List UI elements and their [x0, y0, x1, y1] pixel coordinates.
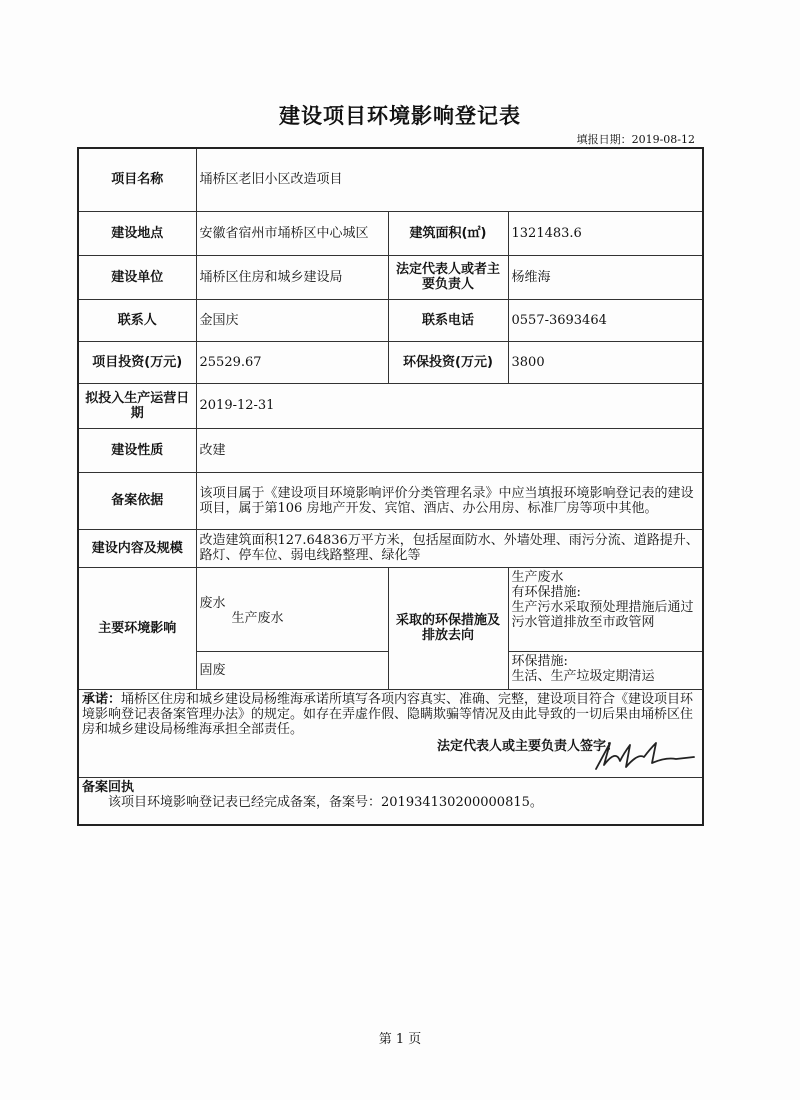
phone-value: 0557-3693464: [508, 299, 703, 341]
start-label: 拟投入生产运营日期: [78, 383, 196, 428]
env-invest-value: 3800: [508, 341, 703, 383]
page-number: 第 1 页: [378, 1032, 422, 1047]
pledge-text: 埇桥区住房和城乡建设局杨维海承诺所填写各项内容真实、准确、完整，建设项目符合《建设项目环境影响登记表备案管理办法》的规定。如存在弄虚作假、隐瞒欺骗等情况及由此导致的一切后果由埇桥区住房和城乡建设局杨维海承担全部责任。: [82, 691, 694, 737]
wastewater-label: 废水: [199, 595, 226, 611]
signature-mark: [590, 739, 700, 773]
location-value: 安徽省宿州市埇桥区中心城区: [196, 211, 388, 255]
row-investment: [78, 341, 703, 383]
basis-value: 该项目属于《建设项目环境影响评价分类管理名录》中应当填报环境影响登记表的建设项目，属于第106 房地产开发、宾馆、酒店、办公用房、标准厂房等项中其他。: [196, 472, 703, 529]
project-name-value: 埇桥区老旧小区改造项目: [196, 148, 703, 211]
wastewater-sub-label: 生产废水: [231, 610, 284, 626]
rep-label: 法定代表人或者主要负责人: [388, 255, 508, 299]
scope-label: 建设内容及规模: [78, 529, 196, 567]
contact-label: 联系人: [78, 299, 196, 341]
unit-label: 建设单位: [78, 255, 196, 299]
solid-waste-label: 固废: [196, 651, 388, 689]
fill-date: 填报日期：2019-08-12: [576, 133, 695, 146]
unit-value: 埇桥区住房和城乡建设局: [196, 255, 388, 299]
wastewater-measure-cell: [508, 567, 703, 651]
page-title: 建设项目环境影响登记表: [279, 104, 521, 128]
contact-value: 金国庆: [196, 299, 388, 341]
rep-value: 杨维海: [508, 255, 703, 299]
registration-form: [77, 147, 704, 826]
row-wastewater: [78, 567, 703, 651]
receipt-text: 该项目环境影响登记表已经完成备案，备案号：201934130200000815。: [108, 794, 543, 810]
area-label: 建筑面积(㎡): [388, 211, 508, 255]
nature-label: 建设性质: [78, 428, 196, 472]
wastewater-measure-3: 生产污水采取预处理措施后通过污水管道排放至市政管网: [511, 599, 694, 630]
invest-value: 25529.67: [196, 341, 388, 383]
env-measures-label: 采取的环保措施及排放去向: [388, 567, 508, 689]
pledge-cell: [78, 689, 703, 777]
signature-label: 法定代表人或主要负责人签字：: [436, 738, 619, 754]
nature-value: 改建: [196, 428, 703, 472]
area-value: 1321483.6: [508, 211, 703, 255]
wastewater-cell: [196, 567, 388, 651]
row-location: [78, 211, 703, 255]
row-contact: [78, 299, 703, 341]
basis-label: 备案依据: [78, 472, 196, 529]
row-receipt: [78, 777, 703, 825]
project-name-label: 项目名称: [78, 148, 196, 211]
solid-measure-2: 生活、生产垃圾定期清运: [511, 668, 655, 684]
row-pledge: [78, 689, 703, 777]
pledge-head: 承诺：: [82, 691, 122, 707]
scope-value: 改造建筑面积127.64836万平方米，包括屋面防水、外墙处理、雨污分流、道路提升、路灯、停车位、弱电线路整理、绿化等: [196, 529, 703, 567]
row-start-date: [78, 383, 703, 428]
row-project-name: [78, 148, 703, 211]
row-nature: [78, 428, 703, 472]
invest-label: 项目投资(万元): [78, 341, 196, 383]
row-basis: [78, 472, 703, 529]
start-value: 2019-12-31: [196, 383, 703, 428]
solid-measure-cell: [508, 651, 703, 689]
row-unit: [78, 255, 703, 299]
env-impact-label: 主要环境影响: [78, 567, 196, 689]
solid-measure-1: 环保措施:: [511, 653, 568, 669]
location-label: 建设地点: [78, 211, 196, 255]
row-scope: [78, 529, 703, 567]
wastewater-measure-2: 有环保措施:: [511, 584, 581, 600]
env-invest-label: 环保投资(万元): [388, 341, 508, 383]
phone-label: 联系电话: [388, 299, 508, 341]
receipt-head: 备案回执: [82, 779, 135, 795]
wastewater-measure-1: 生产废水: [511, 569, 564, 585]
receipt-cell: [78, 777, 703, 825]
